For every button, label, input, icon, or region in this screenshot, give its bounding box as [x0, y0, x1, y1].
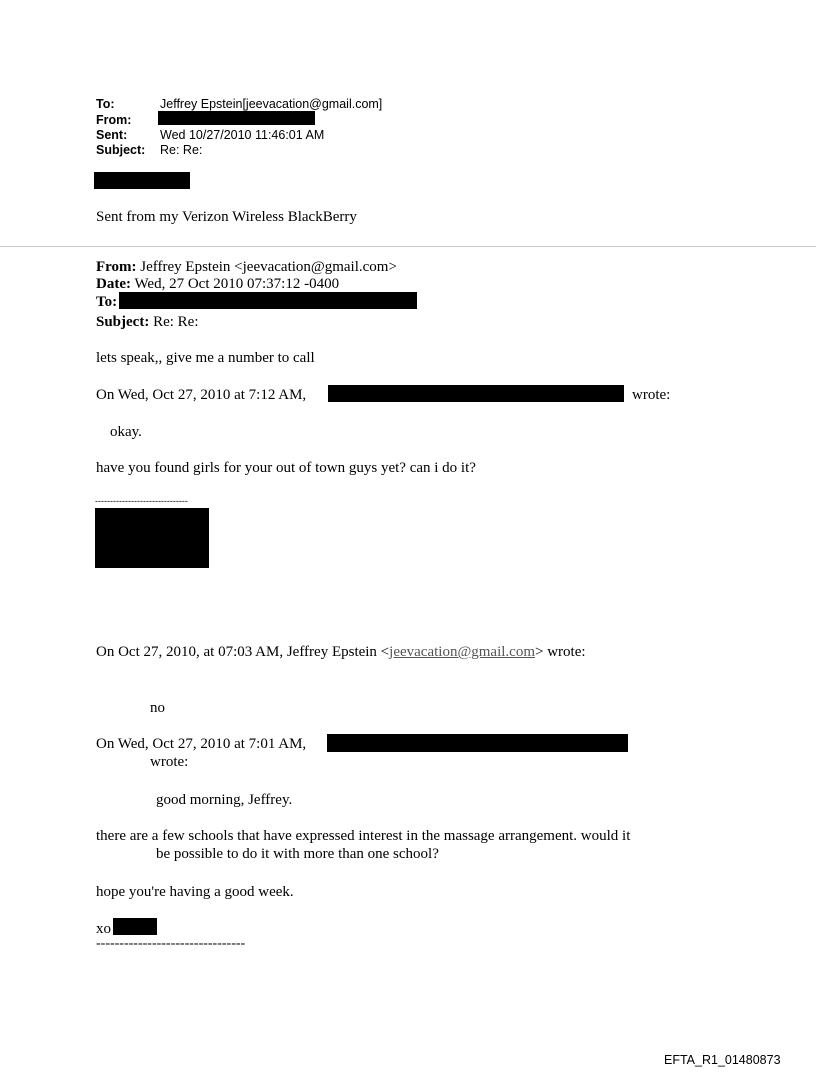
signoff-xo: xo	[96, 921, 111, 937]
subject-value: Re: Re:	[160, 143, 203, 157]
schools-line-2: be possible to do it with more than one school?	[156, 846, 439, 862]
separator-dashes: -------------------------------	[95, 496, 188, 506]
quoted-from-label: From:	[96, 259, 137, 275]
reply-signature: Sent from my Verizon Wireless BlackBerry	[96, 209, 357, 225]
attribution-2	[96, 643, 586, 661]
from-label: From:	[96, 113, 132, 127]
sent-label: Sent:	[96, 128, 128, 142]
quoted-subject-line	[96, 313, 199, 331]
schools-line-1: there are a few schools that have expressed interest in the massage arrangement. would it	[96, 828, 631, 844]
reply-okay: okay.	[110, 424, 142, 440]
closing-line: hope you're having a good week.	[96, 884, 294, 900]
quoted-to-label: To:	[96, 294, 118, 310]
quoted-to-line	[96, 293, 117, 311]
subject-label: Subject:	[96, 143, 146, 157]
redaction-box	[327, 734, 628, 752]
to-value: Jeffrey Epstein[jeevacation@gmail.com]	[160, 97, 383, 111]
attribution-1-suffix: wrote:	[632, 387, 671, 403]
redaction-box	[94, 172, 190, 189]
separator-dashes-long: --------------------------------	[96, 936, 246, 951]
body-question: have you found girls for your out of town guys yet? can i do it?	[96, 460, 476, 476]
to-label: To:	[96, 97, 115, 111]
quoted-subject-value: Re: Re:	[153, 314, 199, 330]
body-line-call: lets speak,, give me a number to call	[96, 350, 315, 366]
attribution-3-prefix: On Wed, Oct 27, 2010 at 7:01 AM,	[96, 736, 307, 752]
greeting-line: good morning, Jeffrey.	[156, 792, 293, 808]
attribution-2-prefix: On Oct 27, 2010, at 07:03 AM, Jeffrey Epstein <	[96, 644, 390, 660]
quoted-from-line	[96, 258, 397, 276]
reply-no: no	[150, 700, 165, 716]
redaction-box	[95, 508, 209, 568]
quoted-subject-label: Subject:	[96, 314, 150, 330]
redaction-box	[113, 918, 157, 935]
attribution-3-wrote: wrote:	[150, 754, 189, 770]
document-id: EFTA_R1_01480873	[664, 1053, 781, 1067]
quoted-date-value: Wed, 27 Oct 2010 07:37:12 -0400	[134, 276, 340, 292]
attribution-1-prefix: On Wed, Oct 27, 2010 at 7:12 AM,	[96, 387, 307, 403]
separator-rule	[0, 246, 816, 247]
redaction-box	[119, 292, 417, 309]
quoted-from-value: Jeffrey Epstein <jeevacation@gmail.com>	[140, 259, 397, 275]
attribution-2-suffix: > wrote:	[535, 644, 586, 660]
quoted-date-label: Date:	[96, 276, 131, 292]
redaction-box	[158, 111, 315, 125]
email-link[interactable]: jeevacation@gmail.com	[389, 644, 535, 660]
sent-value: Wed 10/27/2010 11:46:01 AM	[160, 128, 325, 142]
quoted-date-line	[96, 275, 339, 293]
redaction-box	[328, 385, 624, 402]
